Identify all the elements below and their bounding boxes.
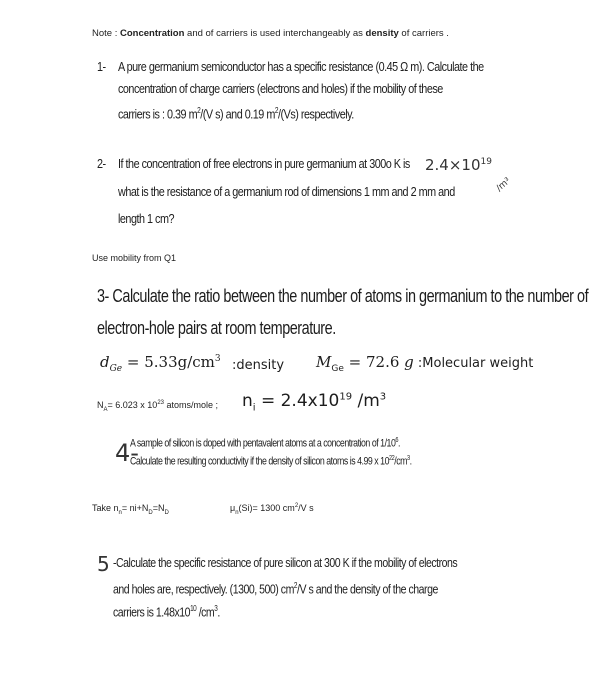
mobility-value-note	[230, 503, 314, 516]
na-exponent: 23	[157, 400, 164, 406]
na-units: atoms/mole ;	[164, 400, 219, 410]
take-note-sub-d2: D	[164, 509, 169, 516]
q1-line-3	[118, 100, 354, 125]
q4-line-1-text: A sample of silicon is doped with pentavalent atoms at a concentration of 1/10	[130, 437, 396, 450]
q1-line-1: A pure germanium semiconductor has a specific resistance (0.45 Ω m). Calculate the	[118, 59, 484, 74]
take-note-sub-n: n	[118, 509, 122, 516]
q5-line-3	[113, 598, 220, 623]
ni-unit-exponent: 3	[379, 391, 387, 403]
mu-unit: /V s	[298, 503, 314, 513]
q4-line-1-end: .	[398, 437, 400, 450]
take-note-rest: = ni+N	[121, 503, 149, 513]
q5-line-1: -Calculate the specific resistance of pure silicon at 300 K if the mobility of electrons	[113, 555, 458, 570]
note-bold-concentration: Concentration	[120, 28, 185, 39]
q4-line-2-unit: /cm	[394, 455, 408, 468]
mw-symbol: M	[316, 353, 332, 371]
mu-exponent: 2	[294, 503, 299, 509]
q5-line-3-text: carriers is 1.48x10	[113, 604, 191, 620]
mu-value: (Si)= 1300 cm	[238, 503, 295, 513]
q5-line-3-exponent: 10	[190, 604, 197, 613]
mw-label-text: :Molecular weight	[413, 356, 534, 371]
density-subscript: Ge	[109, 364, 123, 374]
q5-line-2-exponent: 2	[293, 581, 297, 590]
ni-value: = 2.4x10	[255, 391, 340, 411]
q5-line-3-unit-exponent: 3	[214, 604, 218, 613]
avogadro-line	[97, 400, 218, 413]
mw-value: = 72.6	[343, 353, 405, 371]
ni-symbol: n	[242, 391, 253, 411]
q3-line-2: electron-hole pairs at room temperature.	[97, 317, 336, 338]
q1-line-3-part-a: carriers is : 0.39 m	[118, 106, 198, 122]
q2-handwritten-exponent: 19	[480, 157, 492, 167]
take-note-rest2: =N	[152, 503, 165, 513]
density-label-text: :density	[232, 358, 285, 373]
q4-line-1	[130, 437, 400, 450]
q3-density-formula	[100, 353, 221, 374]
note-prefix: Note :	[92, 28, 120, 39]
note-bold-density: density	[365, 28, 399, 39]
q1-line-2: concentration of charge carriers (electrons and holes) if the mobility of these	[118, 81, 443, 96]
q5-line-3-unit: /cm	[196, 604, 215, 620]
q5-number: 5	[97, 552, 110, 576]
na-subscript: A	[103, 406, 108, 413]
mw-unit-g: g	[404, 353, 414, 371]
mobility-note: Use mobility from Q1	[92, 253, 177, 263]
q5-line-2	[113, 575, 438, 600]
q4-line-2-text: Calculate the resulting conductivity if the density of silicon atoms is 4.99 x 10	[130, 455, 390, 468]
na-symbol: N	[97, 400, 104, 410]
q4-line-2-exponent: 22	[389, 455, 395, 462]
ni-subscript: i	[252, 402, 256, 414]
q4-line-1-exponent: 6	[395, 437, 399, 444]
mu-subscript: n	[235, 509, 239, 516]
q2-handwritten-unit: /m³	[494, 176, 513, 194]
q1-sup-1: 2	[197, 106, 201, 115]
q3-molecular-weight-formula	[316, 353, 533, 374]
take-note-sub-d1: D	[148, 509, 153, 516]
note-mid: and of carriers is used interchangeably as	[184, 28, 366, 39]
q2-line-2: what is the resistance of a germanium rod of dimensions 1 mm and 2 mm and	[118, 184, 455, 199]
ni-exponent: 19	[339, 391, 353, 403]
q1-sup-2: 2	[274, 106, 279, 115]
q2-number: 2-	[97, 156, 106, 171]
na-value: = 6.023 x 10	[107, 400, 158, 410]
q2-line-1: If the concentration of free electrons in pure germanium at 300o K is	[118, 156, 410, 171]
q4-line-2	[130, 455, 412, 468]
q5-line-3-end: .	[217, 604, 220, 620]
density-symbol: d	[100, 353, 110, 371]
q2-handwritten-value	[425, 156, 492, 174]
take-note-text: Take n	[92, 503, 119, 513]
take-note	[92, 503, 169, 516]
q1-number: 1-	[97, 59, 106, 74]
density-exponent: 3	[214, 354, 221, 364]
note-suffix: of carriers .	[398, 28, 449, 39]
q4-line-2-end: .	[409, 455, 412, 468]
q1-line-3-part-c: /(Vs) respectively.	[278, 106, 354, 122]
mw-subscript: Ge	[331, 364, 344, 374]
q5-line-2-text: and holes are, respectively. (1300, 500) cm	[113, 581, 294, 597]
ni-unit: /m	[352, 391, 380, 411]
density-value: = 5.33g/cm	[122, 353, 215, 371]
q3-density-label	[232, 355, 284, 373]
note-line	[92, 28, 449, 39]
intrinsic-density-line	[242, 391, 386, 413]
q4-line-2-unit-exponent: 3	[407, 455, 410, 462]
q5-line-2-rest: /V s and the density of the charge	[296, 581, 438, 597]
q2-handwritten-base: 2.4×10	[425, 156, 481, 174]
q2-line-3: length 1 cm?	[118, 211, 175, 226]
mu-symbol: μ	[230, 503, 236, 513]
q3-line-1: 3- Calculate the ratio between the number of atoms in germanium to the number of	[97, 285, 589, 306]
q1-line-3-part-b: /(V s) and 0.19 m	[200, 106, 275, 122]
q4-number: 4-	[115, 439, 139, 467]
